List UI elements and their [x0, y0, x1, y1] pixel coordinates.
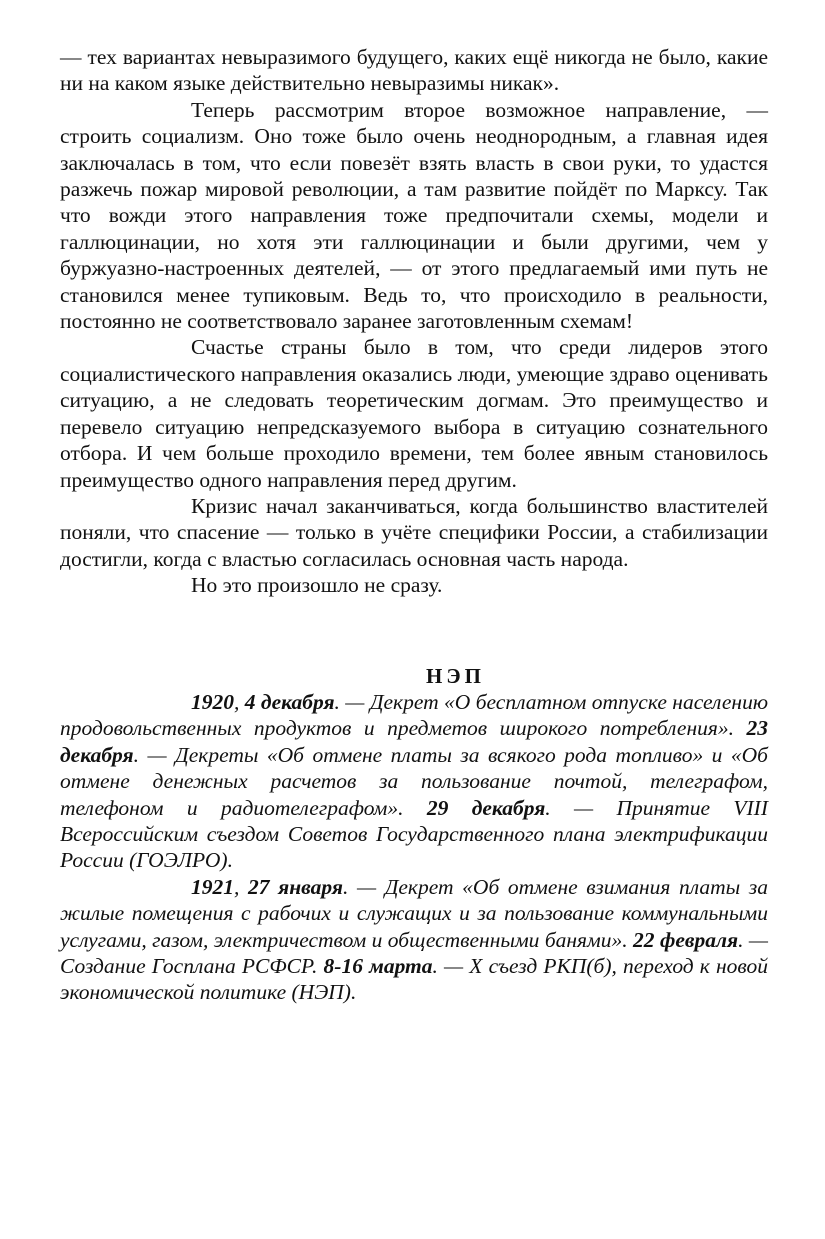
- chron-date: 1921: [191, 874, 234, 899]
- chronology-entry-1920: [60, 689, 768, 874]
- chron-text: . — Создание Госплана РСФСР.: [60, 927, 769, 978]
- chron-text: . — Декрет «О бесплатном отпуске населению продовольственных продуктов и предметов широкого потребления».: [60, 689, 769, 741]
- chron-date: 4 декабря: [244, 689, 335, 714]
- paragraph-crisis-end: Кризис начал заканчиваться, когда большинство властителей поняли, что спасение — только в учёте специфики России, а стабилизации достигли, когда с властью согласилась основная часть народа.: [60, 493, 768, 571]
- paragraph-second-direction: Теперь рассмотрим второе возможное направление, — строить социализм. Оно тоже было очень неоднородным, а главная идея заключалась в том, что если повезёт взять власть в свои руки, то удастся разжечь пожар мировой революции, а там развитие пойдёт по Марксу. Так что вожди этого направления тоже предпочитали схемы, модели и галлюцинации, но хотя эти галлюцинации и были другими, чем у буржуазно-настроенных деятелей, — от этого предлагаемый ими путь не становился менее тупиковым. Ведь то, что происходило в реальности, постоянно не соответствовало заранее заготовленным схемам!: [60, 97, 768, 334]
- chron-text: . — Декреты «Об отмене платы за всякого рода топливо» и «Об отмене денежных расчетов за пользование почтой, телеграфом, телефоном и радиотелеграфом».: [60, 742, 768, 820]
- chron-text: ,: [234, 689, 245, 714]
- chron-text: ,: [234, 874, 249, 899]
- chron-text: . — Принятие VIII Всероссийским съездом Советов Государственного плана электрификации России (ГОЭЛРО).: [60, 795, 768, 873]
- chron-text: . — X съезд РКП(б), переход к новой экономической политике (НЭП).: [60, 954, 768, 1005]
- chron-date: 1920: [191, 689, 234, 714]
- chron-date: 22 февраля: [633, 927, 739, 952]
- paragraph-country-fortune: Счастье страны было в том, что среди лидеров этого социалистического направления оказались люди, умеющие здраво оценивать ситуацию, а не следовать теоретическим догмам. Это преимущество и перевело ситуацию непредсказуемого выбора в ситуацию сознательного отбора. И чем больше проходило времени, тем более явным становилось преимущество одного направления перед другим.: [60, 335, 768, 492]
- chron-date: 8-16 марта: [323, 954, 433, 978]
- document-page: [60, 44, 768, 1006]
- chron-date: 27 января: [248, 874, 343, 899]
- chron-text: . — Декрет «Об отмене взимания платы за жилые помещения с рабочих и служащих и за пользование коммунальными услугами, газом, электричеством и общественными банями».: [60, 874, 769, 952]
- paragraph-continuation: — тех вариантах невыразимого будущего, каких ещё никогда не было, какие ни на каком языке действительно невыразимы никак».: [60, 45, 768, 96]
- paragraph-not-at-once: Но это произошло не сразу.: [191, 573, 443, 598]
- chronology-entry-1921: [60, 874, 768, 1006]
- section-heading: НЭП: [426, 663, 485, 688]
- chron-date: 29 декабря: [426, 795, 546, 820]
- chron-date: 23 декабря: [60, 716, 768, 767]
